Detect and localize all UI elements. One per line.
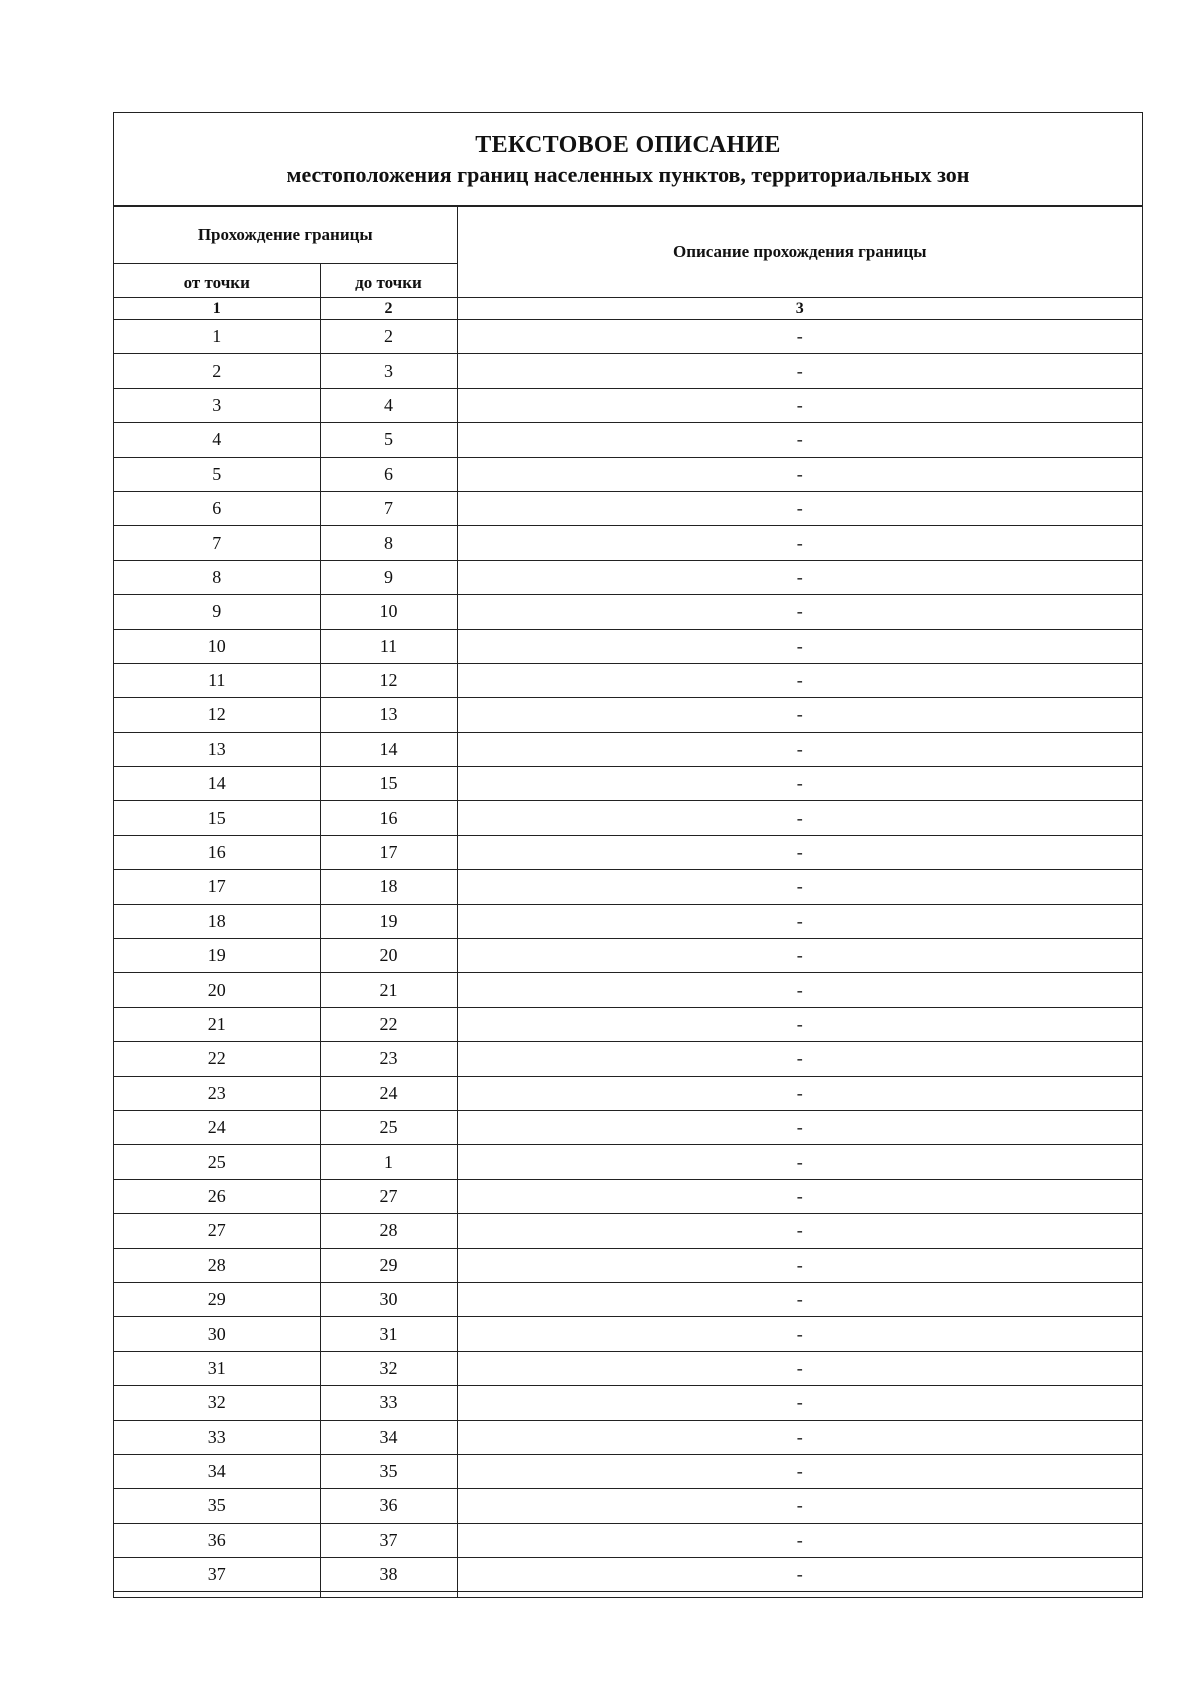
to-point-cell: 33 <box>320 1386 457 1420</box>
description-cell: - <box>457 1110 1142 1144</box>
from-point-cell: 6 <box>114 491 320 525</box>
to-point-cell: 27 <box>320 1179 457 1213</box>
to-point-cell: 25 <box>320 1110 457 1144</box>
to-point-cell: 6 <box>320 457 457 491</box>
from-point-cell: 25 <box>114 1145 320 1179</box>
from-point-cell: 16 <box>114 835 320 869</box>
from-point-cell: 37 <box>114 1558 320 1592</box>
from-point-cell: 12 <box>114 698 320 732</box>
to-point-cell: 17 <box>320 835 457 869</box>
to-point-cell: 3 <box>320 354 457 388</box>
to-point-cell: 11 <box>320 629 457 663</box>
table-row <box>114 491 1142 525</box>
table-row <box>114 1351 1142 1385</box>
description-cell: - <box>457 904 1142 938</box>
from-point-cell: 2 <box>114 354 320 388</box>
description-cell: - <box>457 835 1142 869</box>
table-row <box>114 423 1142 457</box>
to-point-cell: 35 <box>320 1454 457 1488</box>
to-point-cell: 19 <box>320 904 457 938</box>
table-row <box>114 835 1142 869</box>
description-cell: - <box>457 1248 1142 1282</box>
from-point-cell: 8 <box>114 560 320 594</box>
description-cell: - <box>457 1179 1142 1213</box>
description-cell: - <box>457 1523 1142 1557</box>
table-row <box>114 732 1142 766</box>
from-point-cell: 31 <box>114 1351 320 1385</box>
from-point-cell: 7 <box>114 526 320 560</box>
to-point-cell: 15 <box>320 767 457 801</box>
table-row <box>114 1317 1142 1351</box>
description-cell: - <box>457 870 1142 904</box>
description-cell: - <box>457 1145 1142 1179</box>
from-point-cell: 23 <box>114 1076 320 1110</box>
from-point-cell: 27 <box>114 1214 320 1248</box>
description-header: Описание прохождения границы <box>457 207 1142 298</box>
description-cell: - <box>457 1317 1142 1351</box>
from-point-cell: 26 <box>114 1179 320 1213</box>
description-cell: - <box>457 354 1142 388</box>
to-point-cell: 32 <box>320 1351 457 1385</box>
table-bottom-edge-cell <box>457 1592 1142 1598</box>
table-row <box>114 1248 1142 1282</box>
table-row <box>114 388 1142 422</box>
description-cell: - <box>457 1386 1142 1420</box>
description-cell: - <box>457 1214 1142 1248</box>
table-row <box>114 1042 1142 1076</box>
to-point-cell: 12 <box>320 663 457 697</box>
description-cell: - <box>457 1454 1142 1488</box>
table-row <box>114 939 1142 973</box>
to-point-cell: 16 <box>320 801 457 835</box>
from-point-cell: 11 <box>114 663 320 697</box>
table-row <box>114 1282 1142 1316</box>
description-cell: - <box>457 560 1142 594</box>
description-cell: - <box>457 423 1142 457</box>
table-row <box>114 801 1142 835</box>
from-point-cell: 3 <box>114 388 320 422</box>
title-block <box>114 113 1142 206</box>
from-point-cell: 1 <box>114 320 320 354</box>
table-row <box>114 595 1142 629</box>
table-row <box>114 1523 1142 1557</box>
from-point-cell: 18 <box>114 904 320 938</box>
from-point-cell: 33 <box>114 1420 320 1454</box>
column-number: 3 <box>457 298 1142 320</box>
table-row <box>114 526 1142 560</box>
table-row <box>114 904 1142 938</box>
to-point-cell: 23 <box>320 1042 457 1076</box>
description-cell: - <box>457 595 1142 629</box>
document-title: ТЕКСТОВОЕ ОПИСАНИЕ <box>475 132 781 158</box>
description-cell: - <box>457 1076 1142 1110</box>
description-cell: - <box>457 1558 1142 1592</box>
table-row <box>114 663 1142 697</box>
table-row <box>114 1558 1142 1592</box>
description-cell: - <box>457 663 1142 697</box>
description-cell: - <box>457 629 1142 663</box>
table-row <box>114 1076 1142 1110</box>
to-point-cell: 38 <box>320 1558 457 1592</box>
table-bottom-edge-cell <box>320 1592 457 1598</box>
from-point-cell: 24 <box>114 1110 320 1144</box>
to-point-cell: 14 <box>320 732 457 766</box>
to-point-cell: 2 <box>320 320 457 354</box>
description-cell: - <box>457 320 1142 354</box>
description-cell: - <box>457 973 1142 1007</box>
to-point-cell: 36 <box>320 1489 457 1523</box>
from-point-cell: 20 <box>114 973 320 1007</box>
description-cell: - <box>457 1282 1142 1316</box>
to-point-cell: 8 <box>320 526 457 560</box>
from-point-cell: 5 <box>114 457 320 491</box>
from-point-cell: 29 <box>114 1282 320 1316</box>
table-row <box>114 629 1142 663</box>
table-row <box>114 973 1142 1007</box>
table-row <box>114 354 1142 388</box>
to-point-cell: 7 <box>320 491 457 525</box>
description-cell: - <box>457 491 1142 525</box>
to-point-cell: 29 <box>320 1248 457 1282</box>
table-row <box>114 1007 1142 1041</box>
from-point-cell: 10 <box>114 629 320 663</box>
from-point-cell: 13 <box>114 732 320 766</box>
to-point-cell: 22 <box>320 1007 457 1041</box>
to-point-cell: 1 <box>320 1145 457 1179</box>
table-bottom-edge <box>114 1592 1142 1598</box>
to-point-cell: 30 <box>320 1282 457 1316</box>
to-point-cell: 18 <box>320 870 457 904</box>
to-point-cell: 20 <box>320 939 457 973</box>
table-bottom-edge-cell <box>114 1592 320 1598</box>
from-point-header: от точки <box>114 264 320 298</box>
to-point-cell: 13 <box>320 698 457 732</box>
table-row <box>114 1214 1142 1248</box>
description-cell: - <box>457 1042 1142 1076</box>
from-point-cell: 32 <box>114 1386 320 1420</box>
table-row <box>114 1179 1142 1213</box>
to-point-cell: 31 <box>320 1317 457 1351</box>
description-cell: - <box>457 801 1142 835</box>
to-point-cell: 28 <box>320 1214 457 1248</box>
to-point-cell: 9 <box>320 560 457 594</box>
table-row <box>114 1145 1142 1179</box>
description-cell: - <box>457 1351 1142 1385</box>
to-point-cell: 10 <box>320 595 457 629</box>
table-row <box>114 1110 1142 1144</box>
group-header: Прохождение границы <box>114 207 457 264</box>
boundary-table <box>114 206 1142 1598</box>
description-cell: - <box>457 388 1142 422</box>
table-row <box>114 1489 1142 1523</box>
to-point-cell: 5 <box>320 423 457 457</box>
to-point-cell: 4 <box>320 388 457 422</box>
to-point-cell: 37 <box>320 1523 457 1557</box>
from-point-cell: 15 <box>114 801 320 835</box>
document-frame <box>113 112 1143 1598</box>
from-point-cell: 14 <box>114 767 320 801</box>
from-point-cell: 9 <box>114 595 320 629</box>
header-row-group <box>114 207 1142 264</box>
description-cell: - <box>457 939 1142 973</box>
from-point-cell: 21 <box>114 1007 320 1041</box>
column-number-row <box>114 298 1142 320</box>
description-cell: - <box>457 526 1142 560</box>
from-point-cell: 19 <box>114 939 320 973</box>
description-cell: - <box>457 767 1142 801</box>
to-point-cell: 21 <box>320 973 457 1007</box>
table-row <box>114 698 1142 732</box>
from-point-cell: 28 <box>114 1248 320 1282</box>
from-point-cell: 30 <box>114 1317 320 1351</box>
to-point-header: до точки <box>320 264 457 298</box>
description-cell: - <box>457 457 1142 491</box>
from-point-cell: 22 <box>114 1042 320 1076</box>
to-point-cell: 34 <box>320 1420 457 1454</box>
document-subtitle: местоположения границ населенных пунктов, территориальных зон <box>286 162 970 187</box>
description-cell: - <box>457 732 1142 766</box>
to-point-cell: 24 <box>320 1076 457 1110</box>
table-row <box>114 560 1142 594</box>
table-row <box>114 457 1142 491</box>
table-row <box>114 320 1142 354</box>
column-number: 1 <box>114 298 320 320</box>
table-row <box>114 1420 1142 1454</box>
table-row <box>114 870 1142 904</box>
description-cell: - <box>457 698 1142 732</box>
description-cell: - <box>457 1007 1142 1041</box>
from-point-cell: 35 <box>114 1489 320 1523</box>
table-row <box>114 767 1142 801</box>
table-row <box>114 1386 1142 1420</box>
description-cell: - <box>457 1420 1142 1454</box>
column-number: 2 <box>320 298 457 320</box>
table-row <box>114 1454 1142 1488</box>
description-cell: - <box>457 1489 1142 1523</box>
from-point-cell: 4 <box>114 423 320 457</box>
from-point-cell: 34 <box>114 1454 320 1488</box>
from-point-cell: 36 <box>114 1523 320 1557</box>
from-point-cell: 17 <box>114 870 320 904</box>
